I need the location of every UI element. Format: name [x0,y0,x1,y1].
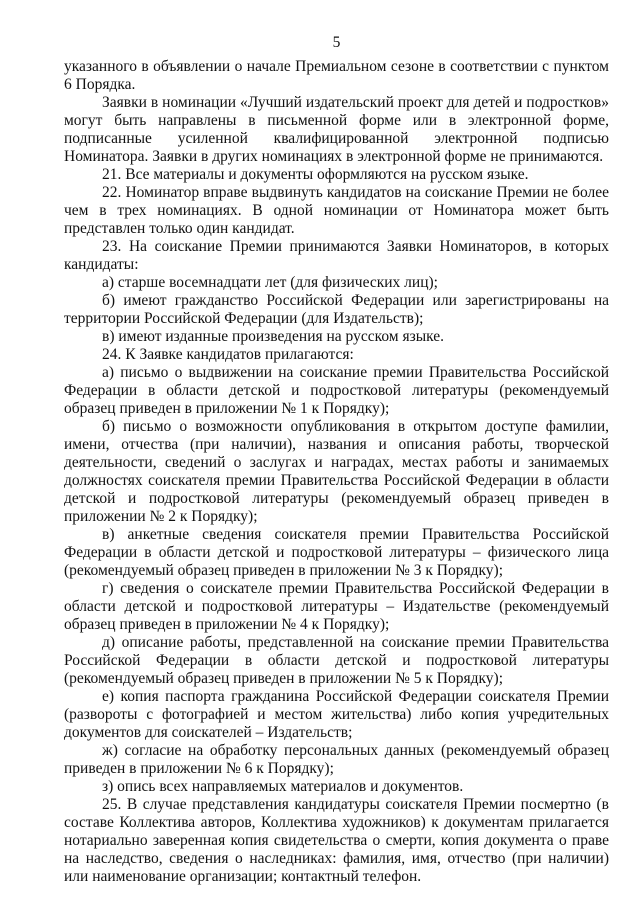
paragraph-item-24-v: в) анкетные сведения соискателя премии Правительства Российской Федерации в области детской и подростковой литературы – физического лица (рекомендуемый образец приведен в приложении № 3 к Порядку); [64,526,609,579]
document-body [64,58,609,886]
paragraph-item-23-v: в) имеют изданные произведения на русском языке. [102,328,445,345]
paragraph-item-24-g: г) сведения о соискателе премии Правительства Российской Федерации в области детской и подростковой литературы – Издательстве (рекомендуемый образец приведен в приложении № 4 к Порядку); [64,580,609,633]
paragraph-item-24-b: б) письмо о возможности опубликования в открытом доступе фамилии, имени, отчества (при наличии), названия и описания работы, творческой деятельности, сведений о заслугах и наградах, местах работы и занимаемых должностях соискателя премии Правительства Российской Федерации в области детской и подростковой литературы (рекомендуемый образец приведен в приложении № 2 к Порядку); [64,418,609,525]
paragraph-item-23-b: б) имеют гражданство Российской Федерации или зарегистрированы на территории Российской Федерации (для Издательств); [64,292,609,327]
paragraph-item-24-zh: ж) согласие на обработку персональных данных (рекомендуемый образец приведен в приложении № 6 к Порядку); [64,742,609,777]
page-number: 5 [332,34,341,51]
paragraph-item-25: 25. В случае представления кандидатуры соискателя Премии посмертно (в составе Коллектива авторов, Коллектива художников) к документам прилагается нотариально заверенная копия свидетельства о смерти, копия документа о праве на наследство, сведения о наследниках: фамилия, имя, отчество (при наличии) или наименование организации; контактный телефон. [64,796,609,885]
paragraph-item-22: 22. Номинатор вправе выдвинуть кандидатов на соискание Премии не более чем в трех номинациях. В одной номинации от Номинатора может быть представлен только один кандидат. [64,184,609,237]
paragraph-item-23: 23. На соискание Премии принимаются Заявки Номинаторов, в которых кандидаты: [64,238,609,273]
paragraph-item-21: 21. Все материалы и документы оформляются на русском языке. [102,166,529,183]
paragraph-item-24-a: а) письмо о выдвижении на соискание премии Правительства Российской Федерации в области детской и подростковой литературы (рекомендуемый образец приведен в приложении № 1 к Порядку); [64,364,609,417]
paragraph-electronic-applications: Заявки в номинации «Лучший издательский проект для детей и подростков» могут быть направлены в письменной форме или в электронной форме, подписанные усиленной квалифицированной электронной подписью Номинатора. Заявки в других номинациях в электронной форме не принимаются. [64,94,609,165]
paragraph-continuation: указанного в объявлении о начале Премиальном сезоне в соответствии с пунктом 6 Порядка. [64,58,609,93]
paragraph-item-24-e: е) копия паспорта гражданина Российской Федерации соискателя Премии (развороты с фотографией и местом жительства) либо копия учредительных документов для соискателей – Издательств; [64,688,609,741]
paragraph-item-24-d: д) описание работы, представленной на соискание премии Правительства Российской Федерации в области детской и подростковой литературы (рекомендуемый образец приведен в приложении № 5 к Порядку); [64,634,609,687]
paragraph-item-24-z: з) опись всех направляемых материалов и документов. [102,778,464,795]
paragraph-item-23-a: а) старше восемнадцати лет (для физических лиц); [102,274,438,291]
paragraph-item-24: 24. К Заявке кандидатов прилагаются: [102,346,354,363]
